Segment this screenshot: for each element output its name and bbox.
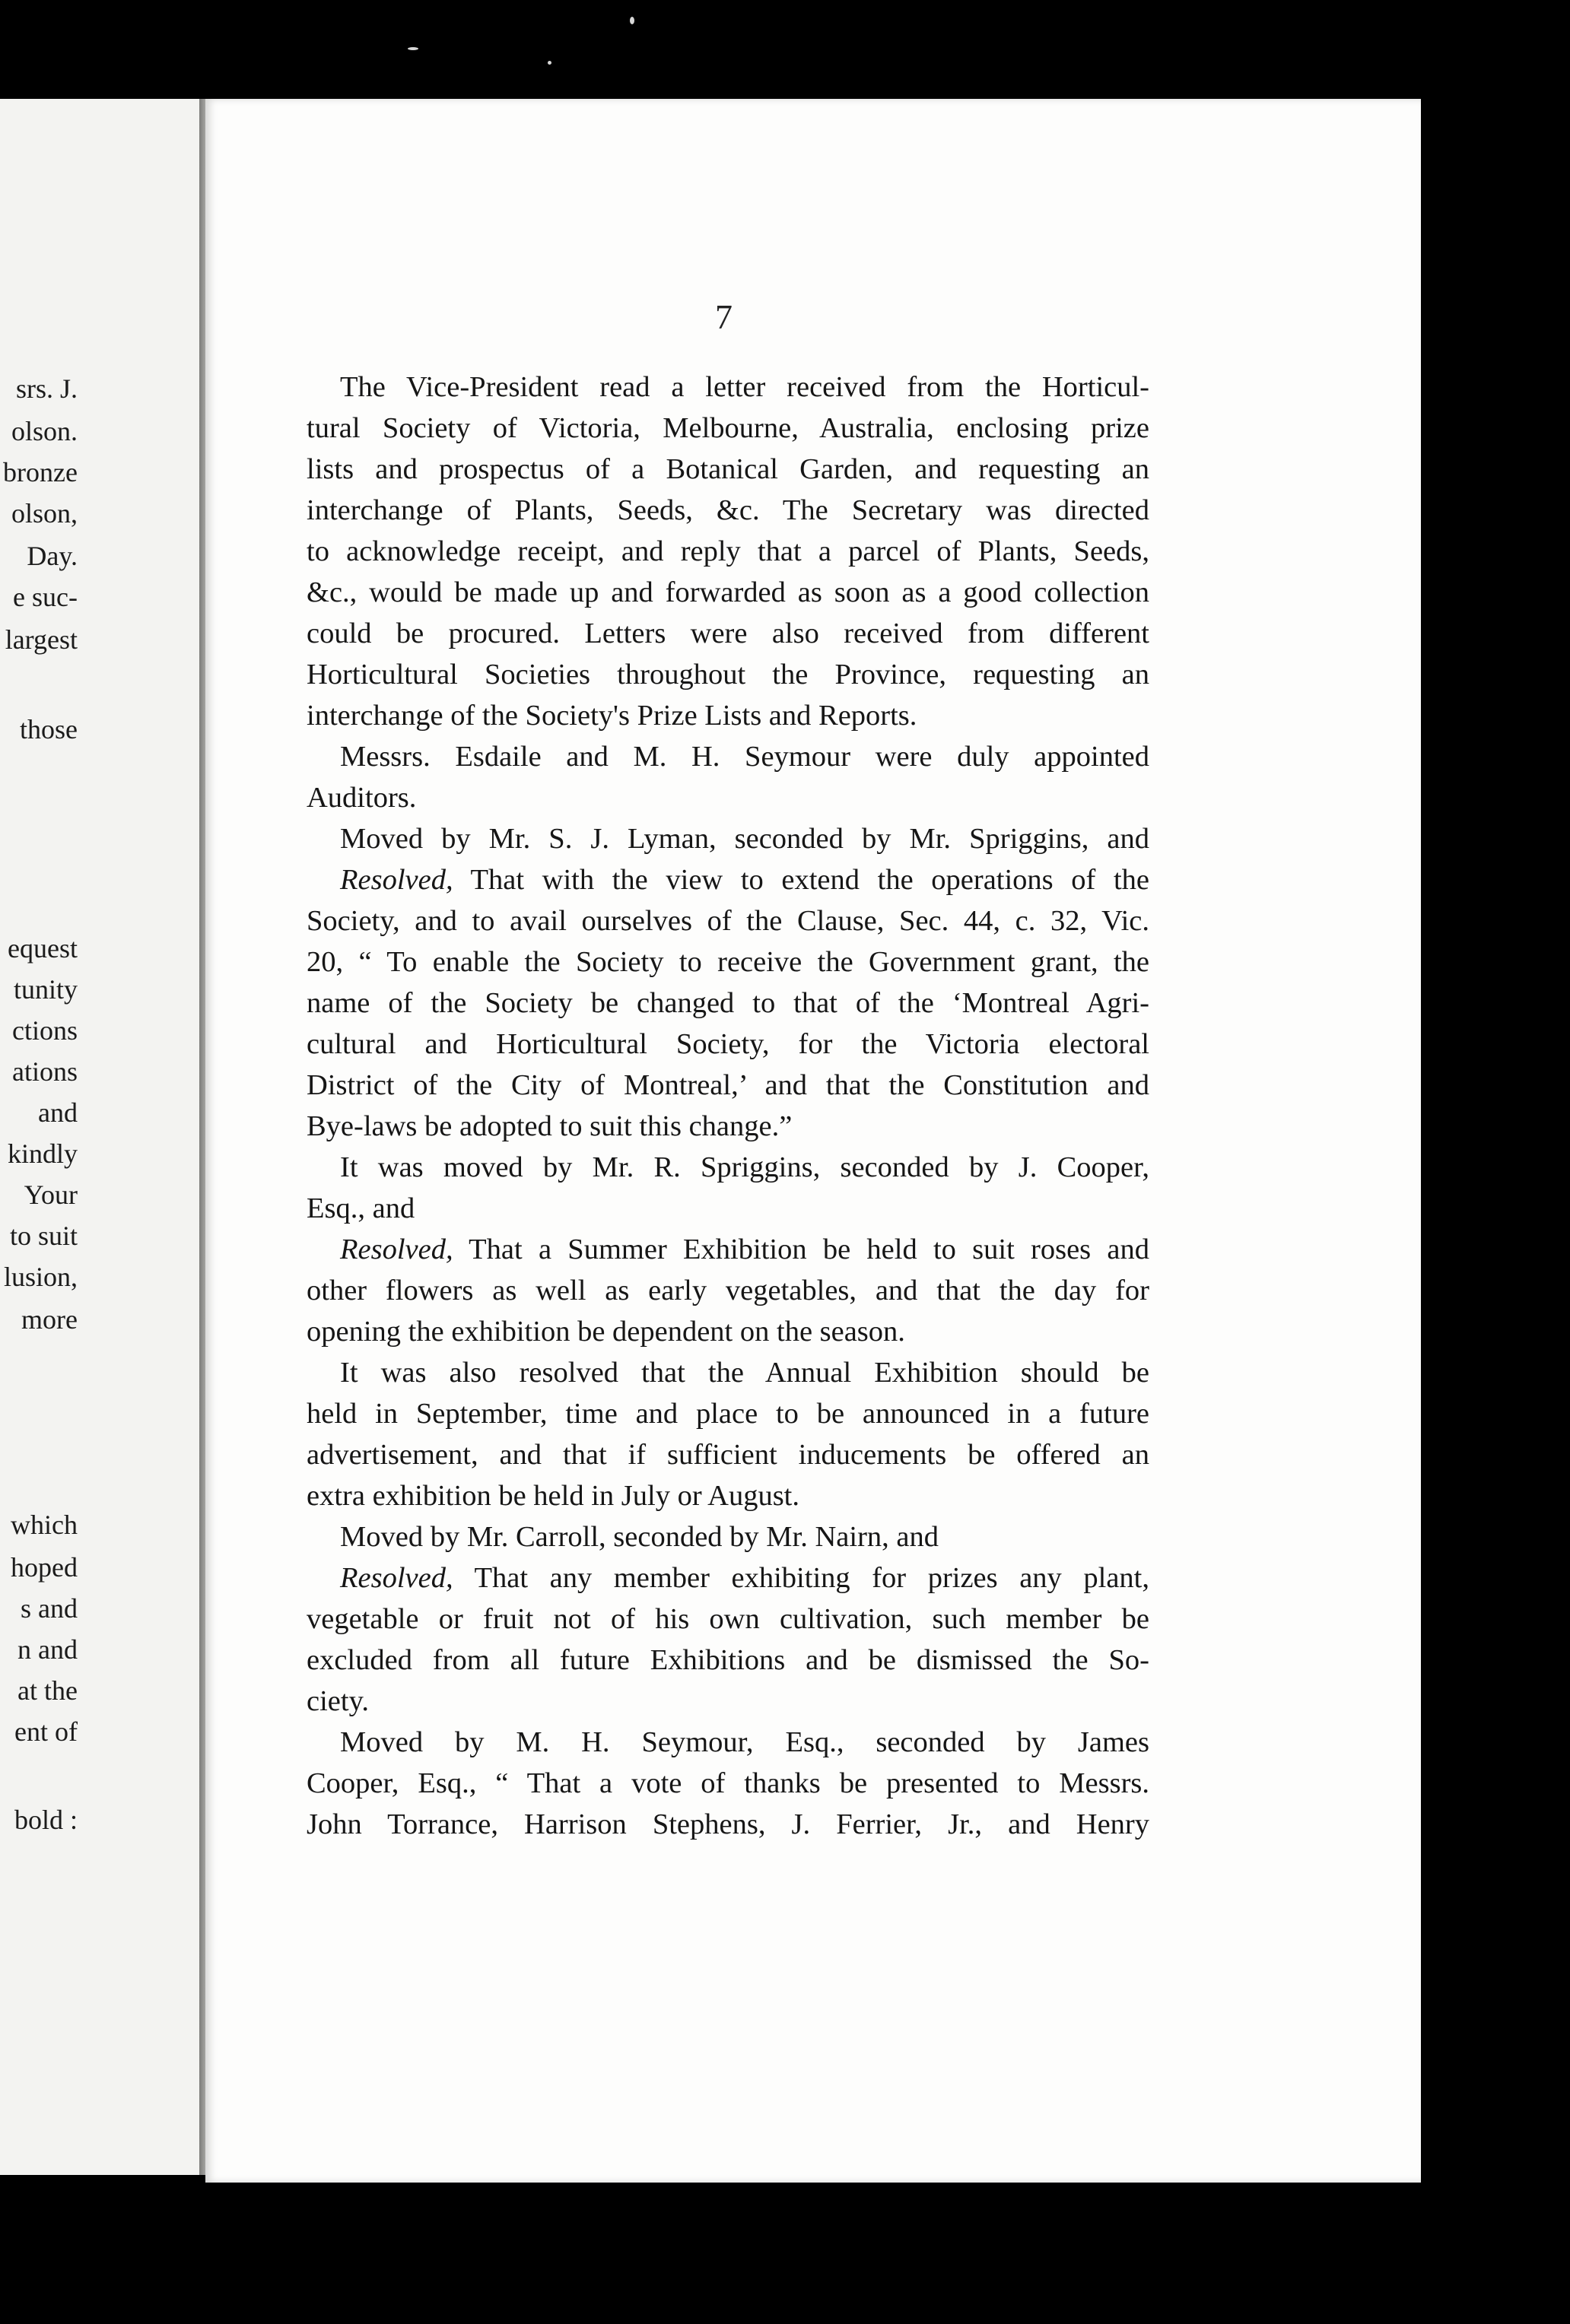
previous-page-line-fragment: largest	[5, 624, 78, 655]
page-number: 7	[715, 297, 733, 336]
body-text-line-content: That with the view to extend the operations of the	[453, 864, 1149, 896]
body-text-line-content: &c., would be made up and forwarded as soon as a good collection	[307, 576, 1149, 608]
previous-page-line-fragment: ent of	[14, 1716, 78, 1747]
resolved-italic-lead: Resolved,	[340, 1562, 453, 1594]
body-text-line	[307, 1270, 1149, 1311]
previous-page-line-fragment: olson,	[11, 498, 78, 529]
body-text-line-content: held in September, time and place to be announced in a future	[307, 1398, 1149, 1430]
body-text-line-content: Messrs. Esdaile and M. H. Seymour were duly appointed	[340, 741, 1149, 773]
previous-page-line-fragment: s and	[21, 1593, 78, 1624]
body-text-line	[307, 1557, 1149, 1599]
previous-page-line-fragment: at the	[17, 1675, 78, 1706]
body-text-line-content: tural Society of Victoria, Melbourne, Australia, enclosing prize	[307, 412, 1149, 444]
body-text-line	[307, 531, 1149, 572]
resolved-italic-lead: Resolved,	[340, 864, 453, 896]
body-text-line-content: excluded from all future Exhibitions and be dismissed the So-	[307, 1644, 1149, 1676]
previous-page-line-fragment: lusion,	[3, 1262, 78, 1292]
body-text-line	[307, 367, 1149, 408]
body-text-line	[307, 695, 1149, 736]
body-text-line	[307, 900, 1149, 941]
body-text-line	[307, 1065, 1149, 1106]
body-text-line	[307, 1763, 1149, 1804]
body-text-line-content: District of the City of Montreal,’ and that the Constitution and	[307, 1069, 1149, 1101]
body-text-line-content: interchange of Plants, Seeds, &c. The Secretary was directed	[307, 494, 1149, 526]
body-text-line-content: extra exhibition be held in July or August.	[307, 1480, 799, 1512]
previous-page-line-fragment: hoped	[11, 1552, 78, 1583]
body-text-line	[307, 1106, 1149, 1147]
body-text-line-content: Moved by Mr. S. J. Lyman, seconded by Mr. Spriggins, and	[340, 823, 1149, 855]
body-text-line-content: Cooper, Esq., “ That a vote of thanks be presented to Messrs.	[307, 1767, 1149, 1799]
body-text-line	[307, 983, 1149, 1024]
body-text-line	[307, 1516, 1149, 1557]
body-text-line-content: advertisement, and that if sufficient inducements be offered an	[307, 1439, 1149, 1471]
body-text-line	[307, 818, 1149, 859]
previous-page-line-fragment: kindly	[7, 1138, 78, 1169]
body-text-line	[307, 1640, 1149, 1681]
body-text-line	[307, 1352, 1149, 1393]
body-text-line	[307, 1722, 1149, 1763]
previous-page-line-fragment: tunity	[13, 974, 78, 1005]
body-text-line-content: other flowers as well as early vegetables, and that the day for	[307, 1275, 1149, 1306]
body-text-line	[307, 654, 1149, 695]
dust-speck	[630, 17, 634, 24]
body-text-line	[307, 941, 1149, 983]
body-text-line	[307, 1475, 1149, 1516]
body-text-line	[307, 1229, 1149, 1270]
previous-page-line-fragment: ctions	[12, 1015, 78, 1046]
body-text-line	[307, 449, 1149, 490]
body-text-line	[307, 1681, 1149, 1722]
previous-page-line-fragment: equest	[8, 933, 78, 964]
previous-page-line-fragment: Day.	[27, 541, 78, 571]
previous-page-line-fragment: to suit	[9, 1221, 78, 1251]
previous-page-line-fragment: bronze	[3, 457, 78, 487]
body-text-line	[307, 1311, 1149, 1352]
body-text-line	[307, 1188, 1149, 1229]
previous-page-line-fragment: n and	[17, 1634, 78, 1665]
body-text-line-content: That a Summer Exhibition be held to suit roses and	[453, 1233, 1149, 1265]
body-text-line-content: It was moved by Mr. R. Spriggins, seconded by J. Cooper,	[340, 1151, 1149, 1183]
body-text-line	[307, 1024, 1149, 1065]
previous-page-line-fragment: which	[11, 1510, 78, 1540]
body-text-line	[307, 572, 1149, 613]
previous-page-line-fragment: e suc-	[13, 582, 78, 612]
previous-page-line-fragment: those	[20, 714, 78, 745]
body-text-line-content: It was also resolved that the Annual Exhibition should be	[340, 1357, 1149, 1389]
body-text-line-content: Auditors.	[307, 782, 417, 814]
body-text-line	[307, 613, 1149, 654]
body-text-line-content: lists and prospectus of a Botanical Garden, and requesting an	[307, 453, 1149, 485]
body-text-line-content: to acknowledge receipt, and reply that a parcel of Plants, Seeds,	[307, 535, 1149, 567]
body-text-line	[307, 408, 1149, 449]
body-text-line	[307, 736, 1149, 777]
body-text-line-content: Moved by Mr. Carroll, seconded by Mr. Nairn, and	[340, 1521, 939, 1553]
body-text-line	[307, 859, 1149, 900]
body-text-line-content: Society, and to avail ourselves of the Clause, Sec. 44, c. 32, Vic.	[307, 905, 1149, 937]
body-text-line-content: 20, “ To enable the Society to receive the Government grant, the	[307, 946, 1149, 978]
body-text-line	[307, 1599, 1149, 1640]
body-text-line-content: interchange of the Society's Prize Lists and Reports.	[307, 700, 917, 732]
previous-page-line-fragment: Your	[24, 1179, 78, 1210]
body-text-line-content: name of the Society be changed to that of the ‘Montreal Agri-	[307, 987, 1149, 1019]
body-text-line-content: John Torrance, Harrison Stephens, J. Ferrier, Jr., and Henry	[307, 1808, 1149, 1840]
dust-speck	[408, 47, 418, 50]
resolved-italic-lead: Resolved,	[340, 1233, 453, 1265]
body-text-line-content: Moved by M. H. Seymour, Esq., seconded by James	[340, 1726, 1149, 1758]
body-text-line-content: cultural and Horticultural Society, for the Victoria electoral	[307, 1028, 1149, 1060]
previous-page-edge	[0, 99, 204, 2175]
previous-page-line-fragment: srs. J.	[15, 373, 78, 404]
previous-page-line-fragment: bold :	[14, 1805, 78, 1835]
body-text-line-content: That any member exhibiting for prizes any plant,	[453, 1562, 1149, 1594]
body-text-line-content: Bye-laws be adopted to suit this change.”	[307, 1110, 793, 1142]
body-text-line-content: Horticultural Societies throughout the Province, requesting an	[307, 659, 1149, 691]
previous-page-line-fragment: more	[21, 1304, 78, 1335]
body-text-line	[307, 1434, 1149, 1475]
body-text-line-content: vegetable or fruit not of his own cultivation, such member be	[307, 1603, 1149, 1635]
body-text-line-content: ciety.	[307, 1685, 369, 1717]
body-text-line-content: opening the exhibition be dependent on the season.	[307, 1316, 905, 1348]
body-text-line	[307, 1147, 1149, 1188]
body-text-line-content: could be procured. Letters were also received from different	[307, 618, 1149, 649]
body-text-line-content: The Vice-President read a letter received from the Horticul-	[340, 371, 1149, 403]
body-text-line-content: Esq., and	[307, 1192, 415, 1224]
previous-page-line-fragment: and	[38, 1097, 78, 1128]
body-text-line	[307, 490, 1149, 531]
previous-page-line-fragment: ations	[12, 1056, 78, 1087]
body-text-line	[307, 1804, 1149, 1845]
body-text-line	[307, 777, 1149, 818]
previous-page-line-fragment: olson.	[11, 416, 78, 446]
dust-speck	[548, 61, 551, 65]
body-text-line	[307, 1393, 1149, 1434]
